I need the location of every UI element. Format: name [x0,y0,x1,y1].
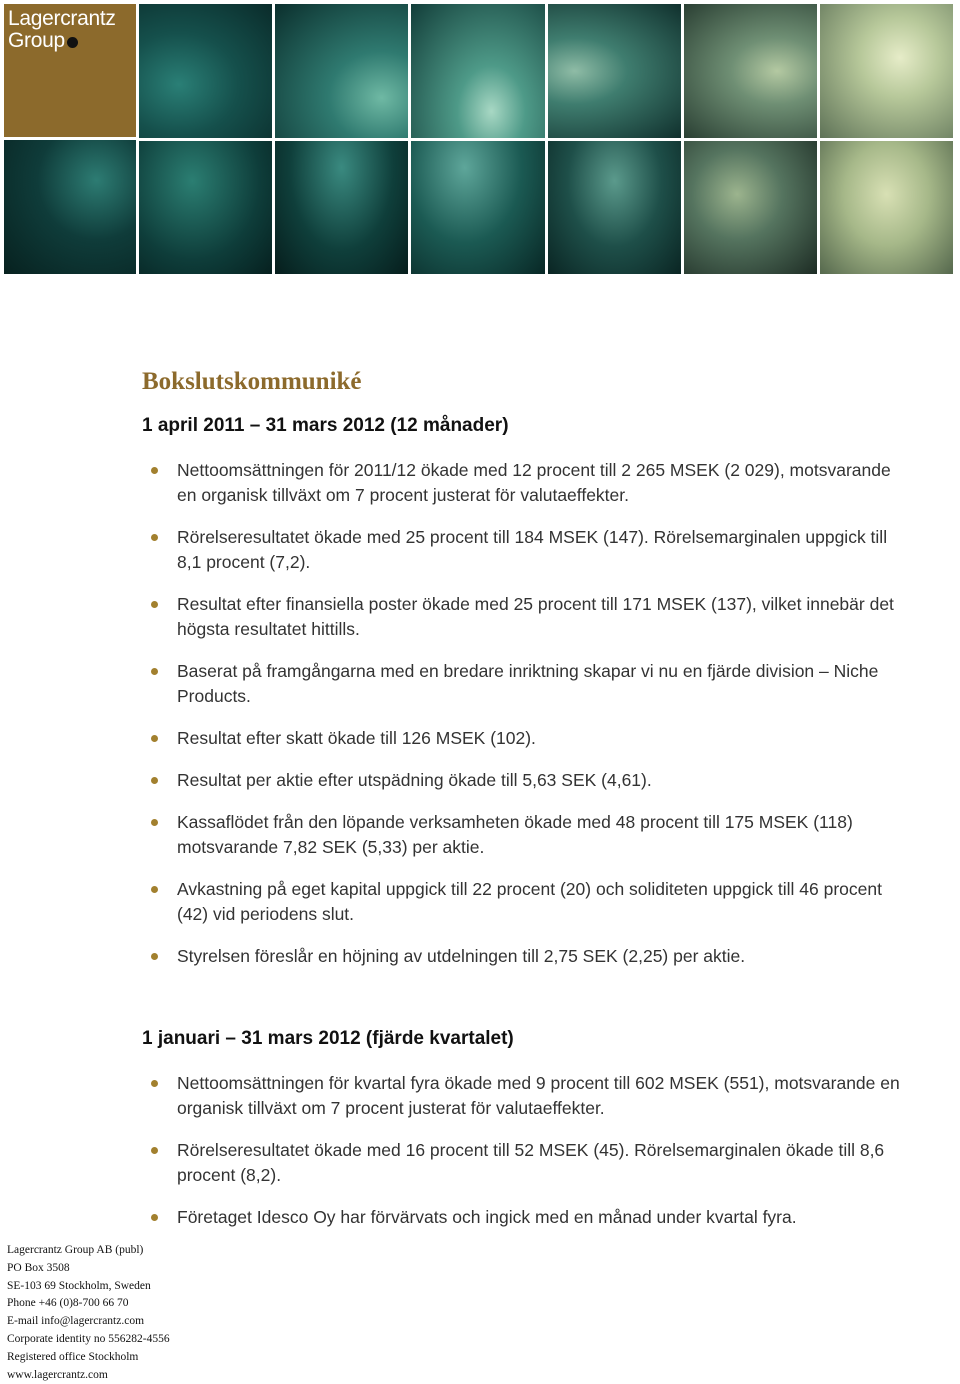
address-line: Lagercrantz Group AB (publ) [7,1244,144,1256]
banner-photo-tile [275,4,408,138]
address-line: Corporate identity no 556282-4556 [7,1332,170,1345]
bullet-dot-icon [151,953,158,960]
banner-photo-tile [684,141,817,275]
banner-photo-tile [411,4,544,138]
bullet-dot-icon [151,1080,158,1087]
bullet-list-fullyear [142,458,902,969]
banner-photo-tile [820,4,953,138]
address-line: PO Box 3508 [7,1261,70,1274]
bullet-text: Rörelseresultatet ökade med 25 procent till 184 MSEK (147). Rörelsemarginalen uppgick till 8,1 procent (7,2). [177,527,888,572]
bullet-item [142,1138,902,1188]
bullet-text: Företaget Idesco Oy har förvärvats och ingick med en månad under kvartal fyra. [177,1207,797,1227]
address-line: E-mail info@lagercrantz.com [7,1315,145,1328]
bullet-item [142,1071,902,1121]
bullet-item [142,726,902,751]
bullet-dot-icon [151,534,158,541]
bullet-dot-icon [151,1147,158,1154]
bullet-text: Resultat efter finansiella poster ökade med 25 procent till 171 MSEK (137), vilket innebär det högsta resultatet hittills. [177,594,894,639]
bullet-dot-icon [151,1214,158,1221]
bullet-item [142,659,902,709]
bullet-dot-icon [151,735,158,742]
bullet-item [142,592,902,642]
logo-dot [67,37,78,48]
bullet-text: Resultat efter skatt ökade till 126 MSEK (102). [177,728,536,748]
address-line: SE-103 69 Stockholm, Sweden [7,1279,151,1292]
bullet-list-quarter [142,1071,902,1230]
bullet-dot-icon [151,777,158,784]
bullet-item [142,944,902,969]
bullet-dot-icon [151,886,158,893]
bullet-text: Kassaflödet från den löpande verksamheten ökade med 48 procent till 175 MSEK (118) motsvarande 7,82 SEK (5,33) per aktie. [177,812,853,857]
banner-photo-column [820,4,953,274]
company-logo [4,4,136,137]
address-line: Phone +46 (0)8-700 66 70 [7,1297,129,1310]
bullet-item [142,1205,902,1230]
bullet-text: Rörelseresultatet ökade med 16 procent till 52 MSEK (45). Rörelsemarginalen ökade till 8,6 procent (8,2). [177,1140,885,1185]
bullet-text: Nettoomsättningen för kvartal fyra ökade med 9 procent till 602 MSEK (551), motsvarande en organisk tillväxt om 7 procent justerat för valutaeffekter. [177,1073,900,1118]
section-heading-quarter: 1 januari – 31 mars 2012 (fjärde kvartalet) [142,1028,514,1049]
banner-photo-column [684,4,817,274]
logo-column [4,4,136,274]
banner-photo-column [139,4,272,274]
banner-photo-column [275,4,408,274]
bullet-item [142,458,902,508]
company-address [7,1242,170,1384]
address-line: www.lagercrantz.com [7,1368,108,1381]
banner-photo-tile [548,141,681,275]
header-banner [4,4,956,274]
banner-photo-column [548,4,681,274]
bullet-item [142,810,902,860]
banner-photo-tile [139,141,272,275]
bullet-text: Avkastning på eget kapital uppgick till 22 procent (20) och soliditeten uppgick till 46 procent (42) vid periodens slut. [177,879,882,924]
banner-photo-tile [684,4,817,138]
bullet-text: Styrelsen föreslår en höjning av utdelningen till 2,75 SEK (2,25) per aktie. [177,946,746,966]
banner-photo-tile [275,141,408,275]
bullet-text: Resultat per aktie efter utspädning ökade till 5,63 SEK (4,61). [177,770,652,790]
bullet-dot-icon [151,467,158,474]
bullet-text: Nettoomsättningen för 2011/12 ökade med 12 procent till 2 265 MSEK (2 029), motsvarande en organisk tillväxt om 7 procent justerat för valutaeffekter. [177,460,891,505]
bullet-dot-icon [151,668,158,675]
bullet-dot-icon [151,819,158,826]
logo-line-2-text: Group [8,29,65,52]
banner-photo-tile [548,4,681,138]
bullet-text: Baserat på framgångarna med en bredare inriktning skapar vi nu en fjärde division – Niche Products. [177,661,879,706]
document-title: Bokslutskommuniké [142,368,362,395]
banner-photo-tile [411,141,544,275]
bullet-item [142,877,902,927]
logo-line-1: Lagercrantz [8,7,116,30]
banner-photo-column [411,4,544,274]
address-line: Registered office Stockholm [7,1350,139,1363]
bullet-item [142,525,902,575]
banner-photo-tile [139,4,272,138]
banner-photo-tile [820,141,953,275]
logo-line-2 [8,29,78,53]
banner-photo-tile [4,140,136,274]
section-heading-fullyear: 1 april 2011 – 31 mars 2012 (12 månader) [142,415,509,436]
bullet-dot-icon [151,601,158,608]
bullet-item [142,768,902,793]
